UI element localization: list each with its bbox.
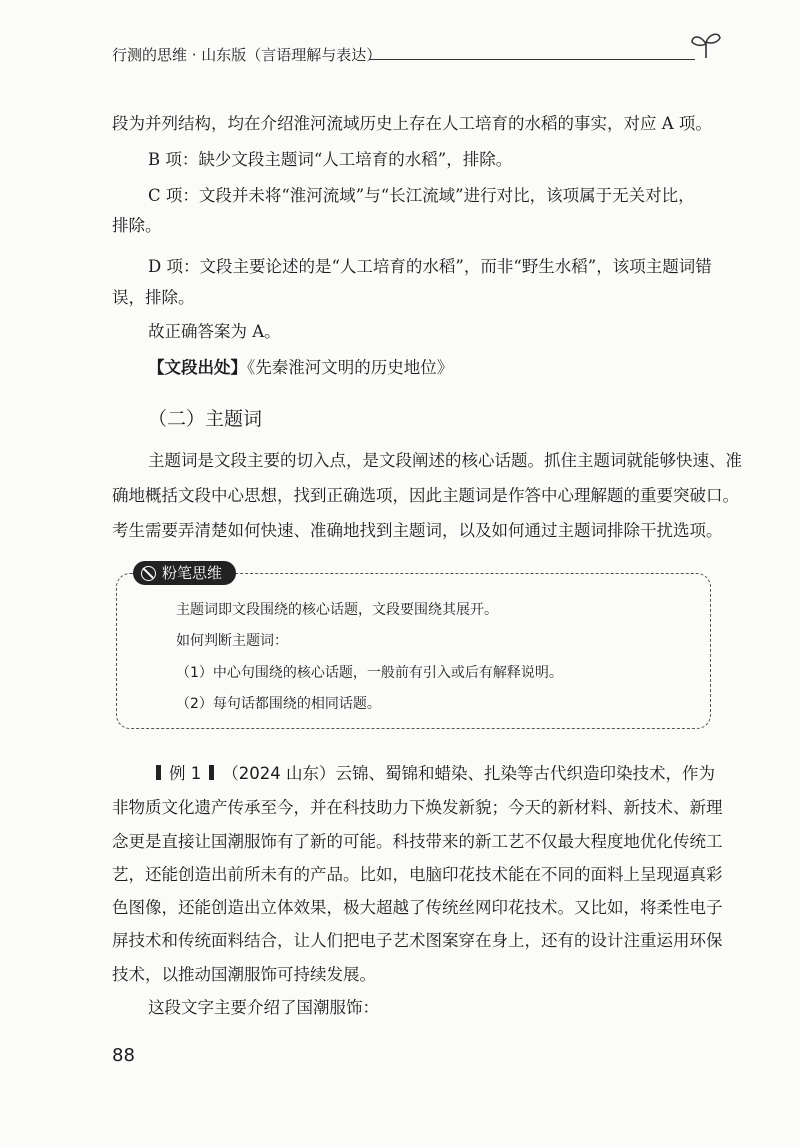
tip-line: 如何判断主题词： [176,633,288,649]
example-marker-right [209,765,214,780]
tip-line: （2）每句话都围绕的相同话题。 [176,696,381,712]
example-label: 例 1 [169,764,202,783]
page-number: 88 [112,1045,135,1066]
tip-line: （1）中心句围绕的核心话题，一般前有引入或后有解释说明。 [176,665,563,681]
example-line: 非物质文化遗产传承至今，并在科技助力下焕发新貌；今天的新材料、新技术、新理 [112,798,723,817]
option-b-analysis: B 项：缺少文段主题词“人工培育的水稻”，排除。 [148,150,513,169]
example-line: 屏技术和传统面料结合，让人们把电子艺术图案穿在身上，还有的设计注重运用环保 [112,931,723,950]
option-d-analysis-cont: 误，排除。 [112,288,195,307]
example-question: 这段文字主要介绍了国潮服饰： [148,998,379,1017]
source-title: 《先秦淮河文明的历史地位》 [247,358,454,377]
correct-answer: 故正确答案为 A。 [148,322,281,341]
example-marker-left [156,765,161,780]
example-text: （2024 山东）云锦、蜀锦和蜡染、扎染等古代织造印染技术，作为 [222,764,715,783]
header-rule [369,59,695,60]
section-title: （二）主题词 [148,408,263,430]
source-citation [148,358,453,378]
example-line: 色图像，还能创造出立体效果，极大超越了传统丝网印花技术。又比如，将柔性电子 [112,898,723,917]
example-line: 技术，以推动国潮服饰可持续发展。 [112,965,376,984]
option-c-analysis: C 项：文段并未将“淮河流域”与“长江流域”进行对比，该项属于无关对比， [148,186,695,205]
source-tag: 【文段出处】 [148,358,247,377]
sprout-icon [688,30,724,60]
tip-badge-label: 粉笔思维 [162,564,223,582]
option-d-analysis: D 项：文段主要论述的是“人工培育的水稻”，而非“野生水稻”，该项主题词错 [148,257,712,276]
example-line: 艺，还能创造出前所未有的产品。比如，电脑印花技术能在不同的面料上呈现逼真彩 [112,865,723,884]
intro-line: 确地概括文段中心思想，找到正确选项，因此主题词是作答中心理解题的重要突破口。 [112,486,739,505]
option-c-analysis-cont: 排除。 [112,216,162,235]
analysis-line: 段为并列结构，均在介绍淮河流域历史上存在人工培育的水稻的事实，对应 A 项。 [112,114,712,133]
example-first-line [148,760,715,784]
running-header: 行测的思维 · 山东版（言语理解与表达） [112,46,382,64]
tip-line: 主题词即文段围绕的核心话题，文段要围绕其展开。 [176,602,498,618]
intro-line: 主题词是文段主要的切入点，是文段阐述的核心话题。抓住主题词就能够快速、准 [148,451,742,470]
example-line: 念更是直接让国潮服饰有了新的可能。科技带来的新工艺不仅最大程度地优化传统工 [112,832,723,851]
tip-badge [133,561,236,585]
intro-line: 考生需要弄清楚如何快速、准确地找到主题词，以及如何通过主题词排除干扰选项。 [112,521,723,540]
pen-nib-icon [141,566,156,581]
